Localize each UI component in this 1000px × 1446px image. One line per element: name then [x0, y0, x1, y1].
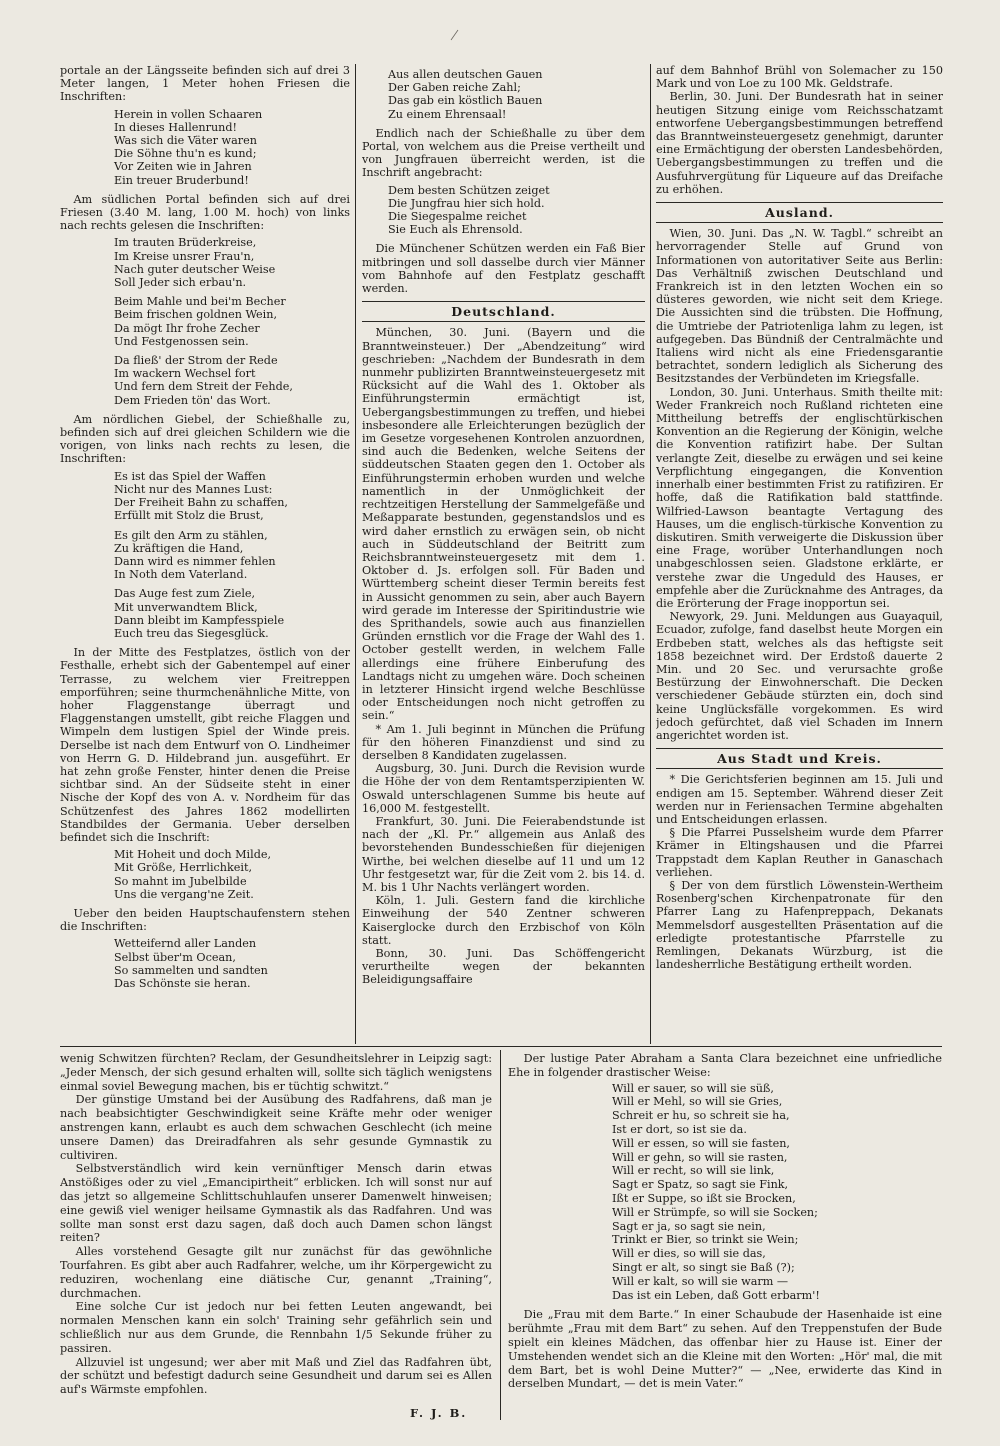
paragraph: Berlin, 30. Juni. Der Bundesrath hat in seiner heutigen Sitzung einige vom Reichsschatzamt entworfene Uebergangsbestimmungen betreffend das Branntweinsteuergesetz genehmigt, darunter eine Ermächtigung der obersten Landesbehörden, Uebergangsbestimmungen zu treffen und die Ausfuhrvergütung für Liqueure auf das Dreifache zu erhöhen. — [656, 90, 943, 196]
verse-block — [60, 470, 350, 523]
paragraph: München, 30. Juni. (Bayern und die Branntweinsteuer.) Der „Abendzeitung“ wird geschrieben: „Nachdem der Bundesrath in dem nunmehr publizirten Branntweinsteuergesetz mit Rücksicht auf die Wahl des 1. Oktober als Einführungstermin ermächtigt ist, Uebergangsbestimmungen zu treffen, und hiebei insbesondere alle Erleichterungen bezüglich der im Gesetze vorgesehenen Kontrolen anzuordnen, sind auch die Bedenken, welche Seitens der süddeutschen Staaten gegen den 1. October als Einführungstermin erhoben wurden und welche namentlich in der Unmöglichkeit der rechtzeitigen Herstellung der Sammelgefäße und Meßapparate bestunden, gegenstandslos und es wird daher ernstlich zu erwägen sein, ob nicht auch in Süddeutschland der Beitritt zum Reichsbranntweinsteuergesetz mit dem 1. Oktober d. Js. erfolgen soll. Für Baden und Württemberg scheint dieser Termin bereits fest in Aussicht genommen zu sein, aber auch Bayern wird gerade im Interesse der Spiritindustrie wie des Sprithandels, sowie auch aus finanziellen Gründen ernstlich vor die Frage der Wahl des 1. October gestellt werden, in welchem Falle allerdings eine frühere Einberufung des Landtags nicht zu umgehen wäre. Doch scheinen in letzterer Hinsicht irgend welche Beschlüsse oder Entscheidungen noch nicht getroffen zu sein.“ — [362, 326, 645, 723]
paragraph: Eine solche Cur ist jedoch nur bei fetten Leuten angewandt, bei normalen Menschen kann ein solch' Training sehr gefährlich sein und schließlich nur aus dem Grunde, die Rennbahn 1/5 Sekunde früher zu passiren. — [60, 1300, 492, 1355]
paragraph: auf dem Bahnhof Brühl von Solemacher zu 150 Mark und von Loe zu 100 Mk. Geldstrafe. — [656, 64, 943, 91]
paragraph: London, 30. Juni. Unterhaus. Smith theilte mit: Weder Frankreich noch Rußland richteten eine Mittheilung betreffs der englischtürkischen Konvention an die Regierung der Königin, welche die Konvention ratifizirt habe. Der Sultan verlangte Zeit, dieselbe zu erwägen und sei keine Verpflichtung eingegangen, die Konvention innerhalb einer bestimmten Frist zu ratifiziren. Er hoffe, daß die Ratifikation bald stattfinde. Wilfried-Lawson beantagte Vertagung des Hauses, um die englisch-türkische Konvention zu diskutiren. Smith verweigerte die Diskussion über eine Frage, worüber Unterhandlungen noch unabgeschlossen seien. Gladstone erklärte, er verstehe zwar die Ungeduld des Hauses, er empfehle aber die Zurücknahme des Antrages, da die Erörterung der Frage inopportun sei. — [656, 385, 943, 610]
verse-block — [60, 587, 350, 640]
verse-line: Trinkt er Bier, so trinkt sie Wein; — [612, 1233, 799, 1247]
verse-line: Sagt er Spatz, so sagt sie Fink, — [612, 1178, 789, 1192]
verse-line: Der Gaben reiche Zahl; — [388, 81, 521, 95]
verse-line: Nach guter deutscher Weise — [114, 262, 276, 276]
column-rule-right — [650, 64, 651, 1044]
paragraph: Bonn, 30. Juni. Das Schöffengericht verurtheilte wegen der bekannten Beleidigungsaffaire — [362, 947, 645, 987]
verse-line: Will er sauer, so will sie süß, — [612, 1081, 774, 1095]
verse-line: Zu einem Ehrensaal! — [388, 107, 507, 121]
section-heading-stadt-und-kreis: Aus Stadt und Kreis. — [656, 748, 943, 769]
verse-line: Herein in vollen Schaaren — [114, 107, 263, 121]
verse-line: Schreit er hu, so schreit sie ha, — [612, 1109, 790, 1123]
middle-column — [362, 64, 645, 1044]
paragraph: In der Mitte des Festplatzes, östlich von der Festhalle, erhebt sich der Gabentempel auf einer Terrasse, zu welchem vier Freitreppen emporführen; seine thurmchenähnliche Mitte, von hoher Flaggenstange überragt und Flaggenstangen umstellt, gibt reiche Flaggen und Wimpeln dem lustigen Spiel der Winde preis. Derselbe ist nach dem Entwurf von O. Lindheimer von Herrn G. D. Hildebrand jun. ausgeführt. Er hat zehn große Fenster, hinter denen die Preise sichtbar sind. An der Südseite steht in einer Nische der Kopf des von A. v. Nordheim für das Schützenfest des Jahres 1862 modellirten Standbildes der Germania. Ueber derselben befindet sich die Inschrift: — [60, 646, 350, 844]
verse-line: Im Kreise unsrer Frau'n, — [114, 249, 255, 263]
paragraph: Die Münchener Schützen werden ein Faß Bier mitbringen und soll dasselbe durch vier Männer vom Bahnhofe auf den Festplatz geschafft werden. — [362, 242, 645, 296]
paragraph: Der günstige Umstand bei der Ausübung des Radfahrens, daß man je nach beabsichtigter Geschwindigkeit seine Kräfte mehr oder weniger anstrengen kann, erlaubt es auch dem schwachen Geschlecht (ich meine unsere Damen) das Dreiradfahren als sehr gesunde Gymnastik zu cultiviren. — [60, 1093, 492, 1162]
paragraph: Selbstverständlich wird kein vernünftiger Mensch darin etwas Anstößiges oder zu viel „Emancipirtheit“ erblicken. Ich will sonst nur auf das jetzt so allgemeine Schlittschuhlaufen unserer Damenwelt hinweisen; eine gewiß viel weniger heilsame Gymnastik als das Radfahren. Und was sollte man sonst erst dazu sagen, daß doch auch Damen schon längst reiten? — [60, 1162, 492, 1245]
feuilleton-rule — [60, 1046, 942, 1047]
verse-line: Das ist ein Leben, daß Gott erbarm'! — [612, 1288, 820, 1302]
verse-block — [60, 108, 350, 187]
paragraph: Am südlichen Portal befinden sich auf drei Friesen (3.40 M. lang, 1.00 M. hoch) von links nach rechts gelesen die Inschriften: — [60, 192, 350, 233]
verse-line: Ißt er Suppe, so ißt sie Brocken, — [612, 1191, 796, 1205]
verse-line: In Noth dem Vaterland. — [114, 568, 248, 582]
verse-line: Der Freiheit Bahn zu schaffen, — [114, 496, 288, 510]
feuilleton-left — [60, 1052, 492, 1424]
verse-line: So mahnt im Jubelbilde — [114, 874, 247, 888]
left-column — [60, 64, 350, 1044]
verse-line: Zu kräftigen die Hand, — [114, 541, 244, 555]
verse-line: So sammelten und sandten — [114, 963, 268, 977]
verse-line: Die Siegespalme reichet — [388, 210, 527, 224]
verse-line: Ein treuer Bruderbund! — [114, 173, 249, 187]
verse-block — [362, 68, 645, 121]
verse-line: Mit Hoheit und doch Milde, — [114, 848, 272, 862]
verse-line: Ist er dort, so ist sie da. — [612, 1122, 747, 1136]
verse-line: Es ist das Spiel der Waffen — [114, 469, 266, 483]
verse-block — [362, 184, 645, 237]
verse-line: Will er kalt, so will sie warm — — [612, 1274, 789, 1288]
verse-line: Dann bleibt im Kampfesspiele — [114, 613, 285, 627]
section-heading-ausland: Ausland. — [656, 202, 943, 223]
section-heading-deutschland: Deutschland. — [362, 301, 645, 322]
verse-line: Beim Mahle und bei'm Becher — [114, 295, 286, 309]
paragraph: * Am 1. Juli beginnt in München die Prüfung für den höheren Finanzdienst und sind zu derselben 8 Kandidaten zugelassen. — [362, 722, 645, 762]
paragraph: Frankfurt, 30. Juni. Die Feierabendstunde ist nach der „Kl. Pr.“ allgemein aus Anlaß des bevorstehenden Bundesschießen für diejenigen Wirthe, bei welchen dieselbe auf 11 und um 12 Uhr festgesetzt war, für die Zeit vom 2. bis 14. d. M. bis 1 Uhr Nachts verlängert worden. — [362, 814, 645, 894]
feuilleton-right — [508, 1052, 942, 1424]
paragraph: Ueber den beiden Hauptschaufenstern stehen die Inschriften: — [60, 906, 350, 934]
verse-line: Erfüllt mit Stolz die Brust, — [114, 509, 264, 523]
verse-line: Und fern dem Streit der Fehde, — [114, 380, 293, 394]
paragraph: * Die Gerichtsferien beginnen am 15. Juli und endigen am 15. September. Während dieser Zeit werden nur in Feriensachen Termine abgehalten und Entscheidungen erlassen. — [656, 773, 943, 826]
verse-line: Es gilt den Arm zu stählen, — [114, 528, 268, 542]
verse-line: Will er Strümpfe, so will sie Socken; — [612, 1205, 818, 1219]
verse-line: Uns die vergang'ne Zeit. — [114, 887, 254, 901]
paragraph: portale an der Längsseite befinden sich auf drei 3 Meter langen, 1 Meter hohen Friesen die Inschriften: — [60, 64, 350, 104]
verse-line: Mit Größe, Herrlichkeit, — [114, 861, 253, 875]
verse-line: Dem besten Schützen zeiget — [388, 183, 550, 197]
column-rule-left — [355, 64, 356, 1044]
verse-block — [60, 354, 350, 407]
verse-line: Will er Mehl, so will sie Gries, — [612, 1095, 783, 1109]
verse-line: Da fließ' der Strom der Rede — [114, 354, 278, 368]
verse-line: Das Schönste sie heran. — [114, 977, 251, 990]
paragraph: Wien, 30. Juni. Das „N. W. Tagbl.“ schreibt an hervorragender Stelle auf Grund von Informationen von autoritativer Seite aus Berlin: Das Verhältniß zwischen Deutschland und Frankreich ist in den letzten Wochen ein so düsteres geworden, wie nicht seit dem Kriege. Die Aussichten sind die trübsten. Die Hoffnung, die Umtriebe der Patriotenliga lahm zu legen, ist aufgegeben. Das Bündniß der Centralmächte und Italiens wird nicht als eine Friedensgarantie betrachtet, sondern lediglich als Sicherung des Besitzstandes der Verbündeten im Kriegsfalle. — [656, 227, 943, 386]
paragraph: Köln, 1. Juli. Gestern fand die kirchliche Einweihung der 540 Zentner schweren Kaiserglocke durch den Erzbischof von Köln statt. — [362, 894, 645, 947]
verse-line: Mit unverwandtem Blick, — [114, 600, 258, 614]
verse-line: Da mögt Ihr frohe Zecher — [114, 321, 260, 335]
verse-line: Dem Frieden tön' das Wort. — [114, 393, 271, 407]
verse-line: Beim frischen goldnen Wein, — [114, 308, 278, 322]
verse-line: Selbst über'm Ocean, — [114, 950, 236, 964]
verse-block — [508, 1082, 942, 1303]
right-column — [656, 64, 943, 1044]
feuilleton-rule-center — [500, 1050, 501, 1420]
verse-line: Im trauten Brüderkreise, — [114, 236, 257, 250]
paragraph: wenig Schwitzen fürchten? Reclam, der Gesundheitslehrer in Leipzig sagt: „Jeder Mensch, der sich gesund erhalten will, sollte sich täglich wenigstens einmal soviel Bewegung machen, bis er tüchtig schwitzt.“ — [60, 1052, 492, 1093]
paragraph: Endlich nach der Schießhalle zu über dem Portal, von welchem aus die Preise vertheilt und von Jungfrauen überreicht werden, ist die Inschrift angebracht: — [362, 126, 645, 180]
verse-line: Aus allen deutschen Gauen — [388, 68, 543, 81]
verse-line: Die Söhne thu'n es kund; — [114, 147, 257, 161]
verse-line: Im wackern Wechsel fort — [114, 367, 256, 381]
verse-block — [60, 848, 350, 901]
paragraph: Allzuviel ist ungesund; wer aber mit Maß und Ziel das Radfahren übt, der schützt und befestigt dadurch seine Gesundheit und darum sei es Allen auf's Wärmste empfohlen. — [60, 1355, 492, 1397]
verse-block — [60, 937, 350, 990]
verse-line: Will er essen, so will sie fasten, — [612, 1136, 790, 1150]
verse-block — [60, 529, 350, 582]
verse-line: Will er dies, so will sie das, — [612, 1247, 766, 1261]
verse-line: Will er recht, so will sie link, — [612, 1164, 775, 1178]
pencil-mark-icon — [448, 28, 462, 42]
verse-line: Das gab ein köstlich Bauen — [388, 94, 543, 108]
verse-line: Das Auge fest zum Ziele, — [114, 587, 256, 601]
verse-line: Wetteifernd aller Landen — [114, 937, 257, 951]
verse-line: Die Jungfrau hier sich hold. — [388, 196, 545, 210]
paragraph: Newyork, 29. Juni. Meldungen aus Guayaquil, Ecuador, zufolge, fand daselbst heute Morgen ein Erdbeben statt, welches als das heftigste seit 1858 bezeichnet wird. Der Erdstoß dauerte 2 Min. und 20 Sec. und verursachte große Bestürzung der Einwohnerschaft. Die Decken verschiedener Gebäude stürzten ein, doch sind keine Unglücksfälle vorgekommen. Es wird jedoch gefürchtet, daß viel Schaden im Innern angerichtet worden ist. — [656, 610, 943, 742]
paragraph: Die „Frau mit dem Barte.“ In einer Schaubude der Hasenhaide ist eine berühmte „Frau mit dem Bart“ zu sehen. Auf den Treppenstufen der Bude spielt ein kleines Mädchen, das offenbar hier zu Hause ist. Einer der Umstehenden wendet sich an die Kleine mit den Worten: „Hör' mal, die mit dem Bart, bet is wohl Deine Mutter?“ — „Nee, erwiderte das Kind in derselben Mundart, — det is mein Vater.“ — [508, 1308, 942, 1391]
verse-line: Soll Jeder sich erbau'n. — [114, 276, 247, 290]
author-signature: F. J. B. — [410, 1406, 468, 1420]
verse-line: Will er gehn, so will sie rasten, — [612, 1150, 788, 1164]
verse-line: Sie Euch als Ehrensold. — [388, 223, 523, 237]
verse-line: Dann wird es nimmer fehlen — [114, 554, 276, 568]
paragraph: § Die Pfarrei Pusselsheim wurde dem Pfarrer Krämer in Eltingshausen und die Pfarrei Trappstadt dem Kaplan Reuther in Ganaschach verliehen. — [656, 826, 943, 879]
verse-line: Und Festgenossen sein. — [114, 334, 249, 348]
paragraph: Augsburg, 30. Juni. Durch die Revision wurde die Höhe der von dem Rentamtsperzipienten W. Oswald unterschlagenen Summe bis heute auf 16,000 M. festgestellt. — [362, 762, 645, 815]
paragraph: Der lustige Pater Abraham a Santa Clara bezeichnet eine unfriedliche Ehe in folgender drastischer Weise: — [508, 1052, 942, 1079]
verse-line: Was sich die Väter waren — [114, 134, 257, 148]
verse-line: Singt er alt, so singt sie Baß (?); — [612, 1260, 795, 1274]
verse-line: Nicht nur des Mannes Lust: — [114, 482, 273, 496]
verse-line: Euch treu das Siegesglück. — [114, 626, 269, 640]
paragraph: Am nördlichen Giebel, der Schießhalle zu, befinden sich auf drei gleichen Schildern wie die vorigen, von links nach rechts zu lesen, die Inschriften: — [60, 412, 350, 466]
verse-block — [60, 295, 350, 348]
verse-line: Vor Zeiten wie in Jahren — [114, 160, 252, 174]
paragraph: Alles vorstehend Gesagte gilt nur zunächst für das gewöhnliche Tourfahren. Es gibt aber auch Radfahrer, welche, um ihr Körpergewicht zu reduziren, wochenlang eine diätische Cur, genannt „Training“, durchmachen. — [60, 1245, 492, 1300]
verse-line: In dieses Hallenrund! — [114, 120, 238, 134]
verse-line: Sagt er ja, so sagt sie nein, — [612, 1219, 766, 1233]
paragraph: § Der von dem fürstlich Löwenstein-Wertheim Rosenberg'schen Kirchenpatronate für den Pfarrer Lang zu Hafenpreppach, Dekanats Memmelsdorf ausgestellten Präsentation auf die erledigte protestantische Pfarrstelle zu Remlingen, Dekanats Würzburg, ist die landesherrliche Bestätigung ertheilt worden. — [656, 878, 943, 972]
verse-block — [60, 236, 350, 289]
